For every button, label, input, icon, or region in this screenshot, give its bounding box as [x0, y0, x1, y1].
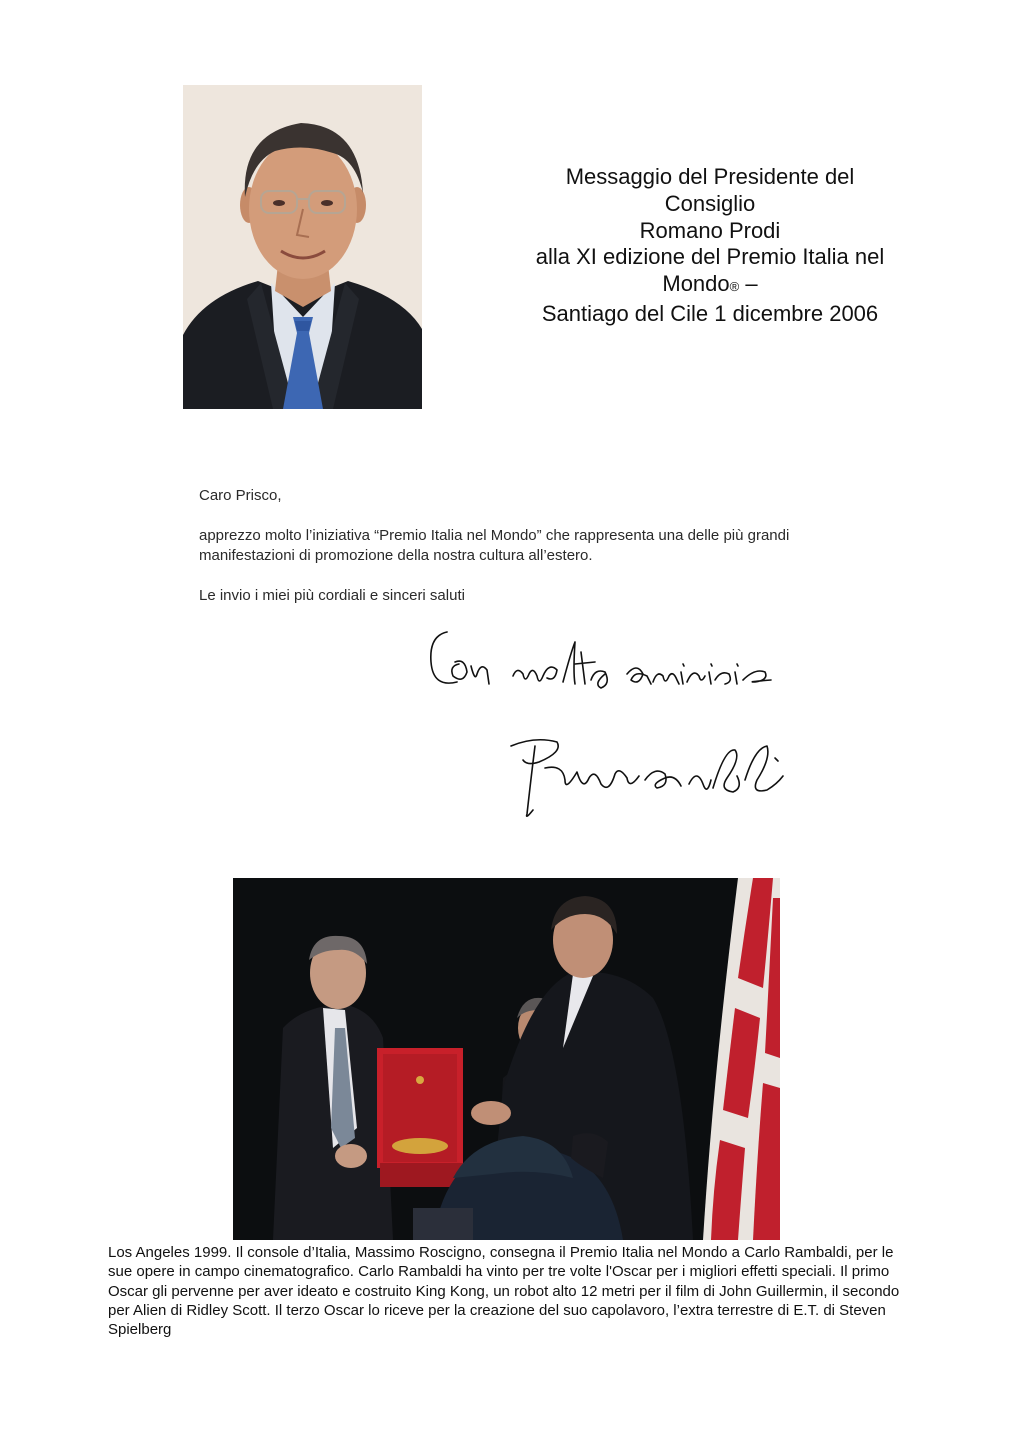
title-block: [500, 164, 920, 328]
title-line: Consiglio: [664, 190, 756, 216]
handwritten-signature: [505, 728, 790, 823]
title-line: Messaggio del Presidente del: [565, 164, 855, 189]
portrait-photo: [183, 85, 422, 409]
handwritten-closing: [425, 622, 785, 702]
title-line: [500, 271, 920, 301]
letter-closing: Le invio i miei più cordiali e sinceri saluti: [199, 587, 465, 604]
title-dash: –: [739, 271, 758, 297]
title-line: Santiago del Cile 1 dicembre 2006: [541, 300, 879, 326]
title-line: Romano Prodi: [639, 217, 781, 243]
title-mondo: Mondo: [662, 271, 730, 297]
letter-greeting: Caro Prisco,: [199, 487, 282, 504]
title-line: alla XI edizione del Premio Italia nel: [535, 244, 885, 270]
photo-caption: Los Angeles 1999. Il console d’Italia, Massimo Roscigno, consegna il Premio Italia nel Mondo a Carlo Rambaldi, per le sue opere in campo cinematografico. Carlo Rambaldi ha vinto per tre volte l'Oscar per i migliori effetti speciali. Il primo Oscar gli pervenne per aver ideato e costruito King Kong, un robot alto 12 metri per il film di John Guillermin, il secondo per Alien di Ridley Scott. Il terzo Oscar lo riceve per la creazione del suo capolavoro, l’extra terrestre di E.T. di Steven Spielberg: [108, 1244, 900, 1339]
letter-body: apprezzo molto l’iniziativa “Premio Italia nel Mondo” che rappresenta una delle più grandi manifestazioni di promozione della nostra cultura all’estero.: [199, 527, 790, 564]
registered-mark: ®: [729, 279, 740, 295]
event-photo: [233, 878, 780, 1240]
letter: [199, 486, 879, 606]
